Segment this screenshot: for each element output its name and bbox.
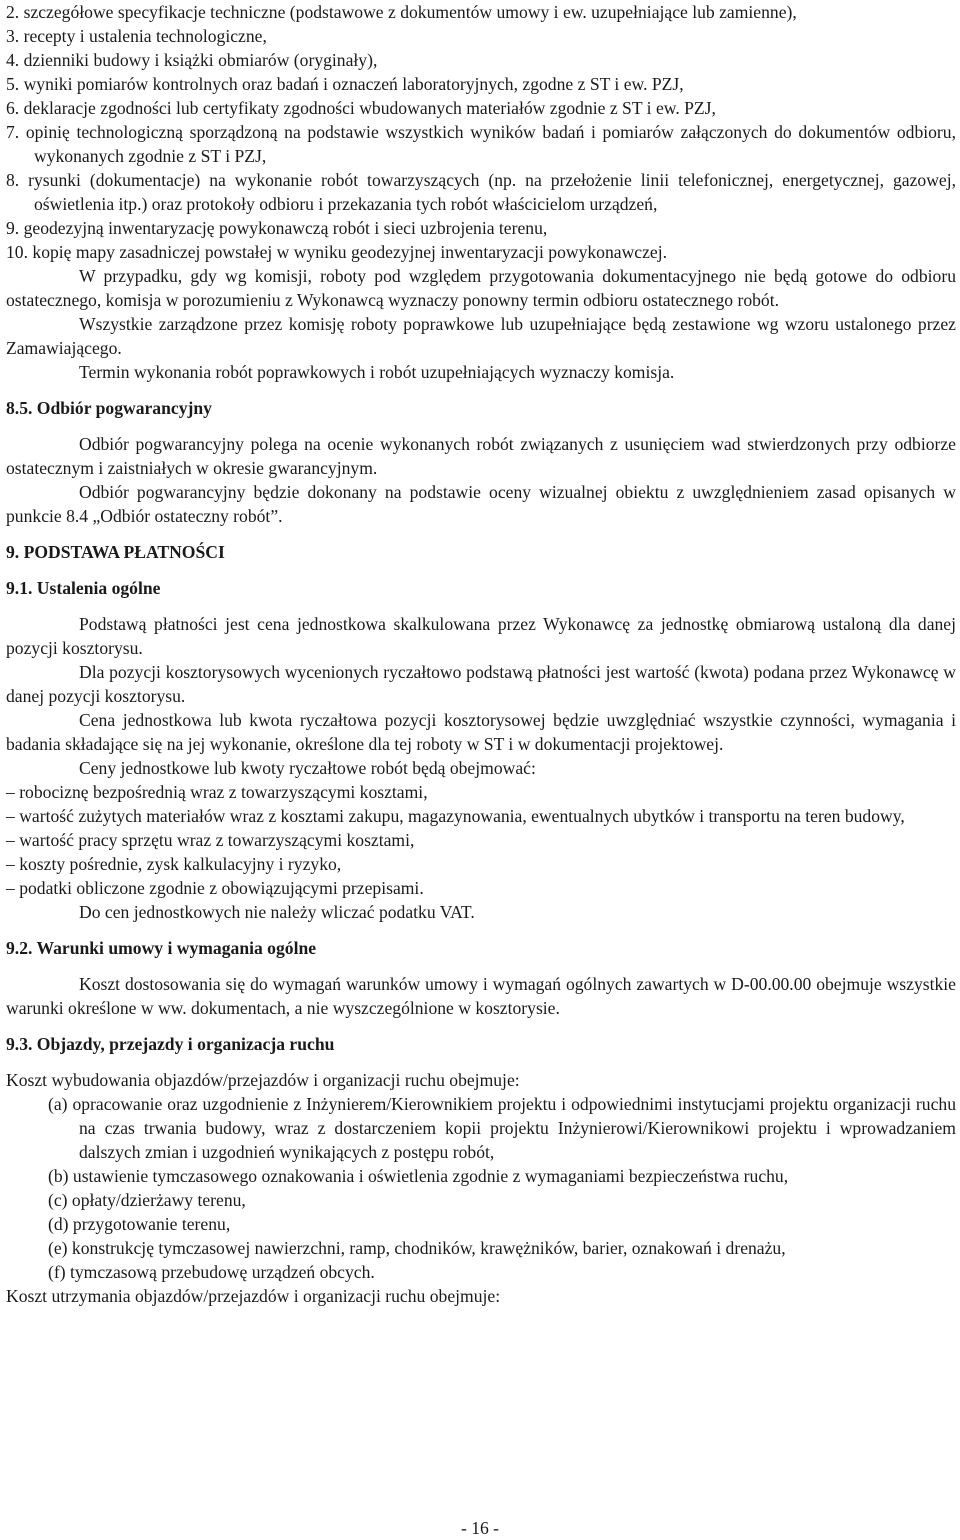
paragraph: Wszystkie zarządzone przez komisję roboty poprawkowe lub uzupełniające będą zestawione wg wzoru ustalonego przez Zamawiającego. xyxy=(6,314,956,358)
paragraph: Koszt dostosowania się do wymagań warunków umowy i wymagań ogólnych zawartych w D-00.00.00 obejmuje wszystkie warunki określone w ww. dokumentach, a nie wyszczególnione w kosztorysie. xyxy=(6,974,956,1018)
paragraph: Do cen jednostkowych nie należy wliczać podatku VAT. xyxy=(79,902,475,922)
list-item: 9. geodezyjną inwentaryzację powykonawczą robót i sieci uzbrojenia terenu, xyxy=(6,218,548,238)
list-item: – koszty pośrednie, zysk kalkulacyjny i ryzyko, xyxy=(6,854,342,874)
document-page xyxy=(6,0,956,1308)
list-item: (c) opłaty/dzierżawy terenu, xyxy=(48,1190,246,1210)
paragraph: Podstawą płatności jest cena jednostkowa skalkulowana przez Wykonawcę za jednostkę obmiarową ustaloną dla danej pozycji kosztorysu. xyxy=(6,614,956,658)
list-item: – podatki obliczone zgodnie z obowiązującymi przepisami. xyxy=(6,878,424,898)
list-item: 8. rysunki (dokumentacje) na wykonanie robót towarzyszących (np. na przełożenie linii telefonicznej, energetycznej, gazowej, oświetlenia itp.) oraz protokoły odbioru i przekazania tych robót właścicielom urządzeń, xyxy=(6,170,956,214)
section-heading-9-1: 9.1. Ustalenia ogólne xyxy=(6,578,161,598)
paragraph: Ceny jednostkowe lub kwoty ryczałtowe robót będą obejmować: xyxy=(79,758,536,778)
section-heading-9-2: 9.2. Warunki umowy i wymagania ogólne xyxy=(6,938,317,958)
list-item: – wartość pracy sprzętu wraz z towarzyszącymi kosztami, xyxy=(6,830,415,850)
paragraph: Odbiór pogwarancyjny będzie dokonany na podstawie oceny wizualnej obiektu z uwzględnieniem zasad opisanych w punkcie 8.4 „Odbiór ostateczny robót”. xyxy=(6,482,956,526)
section-heading-8-5: 8.5. Odbiór pogwarancyjny xyxy=(6,398,212,418)
list-item: 2. szczegółowe specyfikacje techniczne (podstawowe z dokumentów umowy i ew. uzupełniające lub zamienne), xyxy=(6,2,797,22)
paragraph: Odbiór pogwarancyjny polega na ocenie wykonanych robót związanych z usunięciem wad stwierdzonych przy odbiorze ostatecznym i zaistniałych w okresie gwarancyjnym. xyxy=(6,434,956,478)
numbered-list-documents xyxy=(6,0,956,264)
page-number: - 16 - xyxy=(460,1518,500,1538)
lettered-list-detour-costs xyxy=(6,1092,956,1284)
paragraph: Koszt utrzymania objazdów/przejazdów i organizacji ruchu obejmuje: xyxy=(6,1286,501,1306)
list-item: (b) ustawienie tymczasowego oznakowania i oświetlenia zgodnie z wymaganiami bezpieczeństwa ruchu, xyxy=(48,1166,789,1186)
list-item: (d) przygotowanie terenu, xyxy=(48,1214,231,1234)
list-item: 6. deklaracje zgodności lub certyfikaty zgodności wbudowanych materiałów zgodnie z ST i ew. PZJ, xyxy=(6,98,716,118)
paragraph: Cena jednostkowa lub kwota ryczałtowa pozycji kosztorysowej będzie uwzględniać wszystkie czynności, wymagania i badania składające się na jej wykonanie, określone dla tej roboty w ST i w dokumentacji projektowej. xyxy=(6,710,956,754)
list-item: (f) tymczasową przebudowę urządzeń obcych. xyxy=(48,1262,375,1282)
list-item: 3. recepty i ustalenia technologiczne, xyxy=(6,26,267,46)
list-item: (a) opracowanie oraz uzgodnienie z Inżynierem/Kierownikiem projektu i odpowiednimi instytucjami projektu organizacji ruchu na czas trwania budowy, wraz z dostarczeniem kopii projektu Inżynierowi/Kierownikowi projektu i wprowadzaniem dalszych zmian i uzgodnień wynikających z postępu robót, xyxy=(48,1094,956,1162)
list-item: – wartość zużytych materiałów wraz z kosztami zakupu, magazynowania, ewentualnych ubytków i transportu na teren budowy, xyxy=(6,806,905,826)
list-item: 10. kopię mapy zasadniczej powstałej w wyniku geodezyjnej inwentaryzacji powykonawczej. xyxy=(6,242,668,262)
list-item: 4. dzienniki budowy i książki obmiarów (oryginały), xyxy=(6,50,378,70)
paragraph: W przypadku, gdy wg komisji, roboty pod względem przygotowania dokumentacyjnego nie będą gotowe do odbioru ostatecznego, komisja w porozumieniu z Wykonawcą wyznaczy ponowny termin odbioru ostatecznego robót. xyxy=(6,266,956,310)
section-heading-9-3: 9.3. Objazdy, przejazdy i organizacja ruchu xyxy=(6,1034,335,1054)
list-item: 5. wyniki pomiarów kontrolnych oraz badań i oznaczeń laboratoryjnych, zgodne z ST i ew. PZJ, xyxy=(6,74,684,94)
dash-list-cost-components xyxy=(6,780,956,900)
section-heading-9: 9. PODSTAWA PŁATNOŚCI xyxy=(6,542,225,562)
list-item: 7. opinię technologiczną sporządzoną na podstawie wszystkich wyników badań i pomiarów załączonych do dokumentów odbioru, wykonanych zgodnie z ST i PZJ, xyxy=(6,122,956,166)
paragraph: Termin wykonania robót poprawkowych i robót uzupełniających wyznaczy komisja. xyxy=(79,362,675,382)
list-item: (e) konstrukcję tymczasowej nawierzchni, ramp, chodników, krawężników, barier, oznakowań i drenażu, xyxy=(48,1238,786,1258)
list-item: – robociznę bezpośrednią wraz z towarzyszącymi kosztami, xyxy=(6,782,428,802)
paragraph: Koszt wybudowania objazdów/przejazdów i organizacji ruchu obejmuje: xyxy=(6,1070,520,1090)
paragraph: Dla pozycji kosztorysowych wycenionych ryczałtowo podstawą płatności jest wartość (kwota) podana przez Wykonawcę w danej pozycji kosztorysu. xyxy=(6,662,956,706)
